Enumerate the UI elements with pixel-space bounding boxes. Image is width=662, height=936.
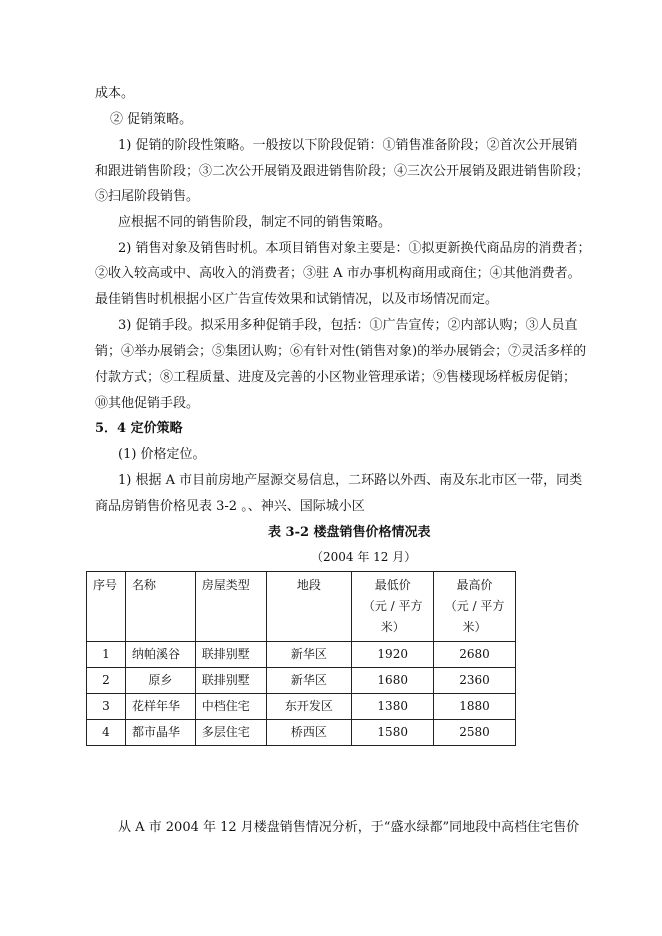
- table-subcaption: （2004 年 12 月）: [311, 550, 417, 564]
- table-cell: 纳帕溪谷: [125, 642, 195, 668]
- header-text: 米）: [380, 620, 405, 634]
- table-cell: 1580: [352, 720, 434, 746]
- header-text: 最低价: [374, 578, 411, 592]
- table-cell: 新华区: [266, 668, 352, 694]
- table-cell: 1880: [434, 694, 516, 720]
- table-header-cell: 房屋类型: [195, 572, 266, 642]
- text-line: 1) 促销的阶段性策略。一般按以下阶段促销：①销售准备阶段；②首次公开展销: [118, 138, 578, 153]
- table-row: [87, 642, 516, 668]
- table-cell: 2360: [434, 668, 516, 694]
- table-header-cell: 序号: [87, 572, 126, 642]
- table-cell: 桥西区: [266, 720, 352, 746]
- table-header-cell: [434, 572, 516, 642]
- table-cell: 1380: [352, 694, 434, 720]
- table-row: [87, 720, 516, 746]
- text-line: 商品房销售价格见表 3-2 。、神兴、国际城小区: [95, 499, 365, 514]
- table-cell: 4: [87, 720, 126, 746]
- table-cell: 东开发区: [266, 694, 352, 720]
- text-line: ⑤扫尾阶段销售。: [95, 189, 200, 204]
- text-line: ②收入较高或中、高收入的消费者；③驻 A 市办事机构商用或商住；④其他消费者。: [95, 266, 581, 281]
- text-line: 付款方式；⑧工程质量、进度及完善的小区物业管理承诺；⑨售楼现场样板房促销；: [95, 370, 577, 385]
- table-cell: 中档住宅: [195, 694, 266, 720]
- header-text: （元 / 平方: [362, 599, 423, 613]
- table-header-cell: 地段: [266, 572, 352, 642]
- header-text: 最高价: [456, 578, 493, 592]
- table-cell: 新华区: [266, 642, 352, 668]
- table-cell: 3: [87, 694, 126, 720]
- table-header-row: [87, 572, 516, 642]
- text-line: 销；④举办展销会；⑤集团认购；⑥有针对性(销售对象)的举办展销会；⑦灵活多样的: [95, 344, 587, 359]
- table-caption: 表 3-2 楼盘销售价格情况表: [268, 525, 431, 540]
- table-cell: 联排别墅: [195, 642, 266, 668]
- text-line: 和跟进销售阶段；③二次公开展销及跟进销售阶段；④三次公开展销及跟进销售阶段；: [95, 164, 590, 179]
- table-row: [87, 694, 516, 720]
- table-cell: 1920: [352, 642, 434, 668]
- table-row: [87, 668, 516, 694]
- text-line: 成本。: [95, 86, 135, 101]
- table-cell: 联排别墅: [195, 668, 266, 694]
- table-cell: 2680: [434, 642, 516, 668]
- table-cell: 都市晶华: [125, 720, 195, 746]
- text-line: ⑩其他促销手段。: [95, 396, 200, 411]
- text-line: 最佳销售时机根据小区广告宣传效果和试销情况，以及市场情况而定。: [95, 292, 499, 307]
- text-line: ② 促销策略。: [110, 112, 193, 127]
- table-cell: 花样年华: [125, 694, 195, 720]
- text-line: 3) 促销手段。拟采用多种促销手段，包括：①广告宣传；②内部认购；③人员直: [118, 318, 578, 333]
- table-header-cell: [352, 572, 434, 642]
- table-cell: 2580: [434, 720, 516, 746]
- text-line: 1) 根据 A 市目前房地产屋源交易信息，二环路以外西、南及东北市区一带，同类: [118, 473, 583, 488]
- table-cell: 1680: [352, 668, 434, 694]
- table-header-cell: 名称: [125, 572, 195, 642]
- header-text: 米）: [462, 620, 487, 634]
- table-cell: 多层住宅: [195, 720, 266, 746]
- table-cell: 1: [87, 642, 126, 668]
- header-text: （元 / 平方: [444, 599, 505, 613]
- text-line: 从 A 市 2004 年 12 月楼盘销售情况分析，于“盛水绿都”同地段中高档住宅售价: [118, 820, 580, 835]
- table-cell: 原乡: [125, 668, 195, 694]
- text-line: 应根据不同的销售阶段，制定不同的销售策略。: [118, 215, 392, 230]
- text-line: (1) 价格定位。: [118, 447, 206, 462]
- table-cell: 2: [87, 668, 126, 694]
- section-heading: 5．4 定价策略: [95, 421, 183, 436]
- price-table: [86, 571, 516, 746]
- text-line: 2) 销售对象及销售时机。本项目销售对象主要是：①拟更新换代商品房的消费者；: [118, 241, 591, 256]
